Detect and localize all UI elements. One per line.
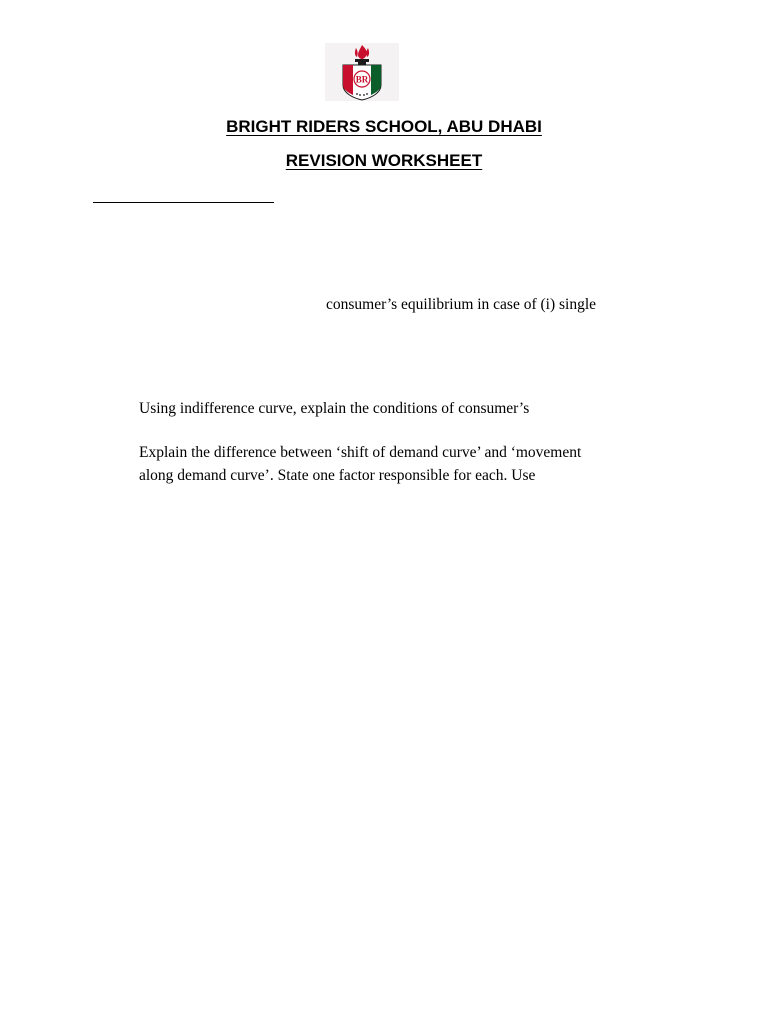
- question-demand-curve-line-2: along demand curve’. State one factor responsible for each. Use: [139, 467, 536, 484]
- name-blank-line: [93, 202, 274, 203]
- school-name-text: BRIGHT RIDERS SCHOOL, ABU DHABI: [226, 117, 542, 136]
- question-demand-curve-line-1: Explain the difference between ‘shift of demand curve’ and ‘movement: [139, 444, 582, 461]
- question-equilibrium-fragment: consumer’s equilibrium in case of (i) single: [326, 296, 597, 313]
- worksheet-title-text: REVISION WORKSHEET: [285, 151, 483, 170]
- question-indifference-curve: Using indifference curve, explain the conditions of consumer’s: [139, 400, 530, 417]
- school-crest-graphic: [325, 43, 399, 101]
- svg-text:BR: BR: [355, 74, 369, 85]
- school-crest-icon: [325, 43, 399, 101]
- question-demand-curve: [139, 441, 581, 487]
- school-name-heading: [0, 117, 768, 137]
- worksheet-title-heading: [0, 151, 768, 171]
